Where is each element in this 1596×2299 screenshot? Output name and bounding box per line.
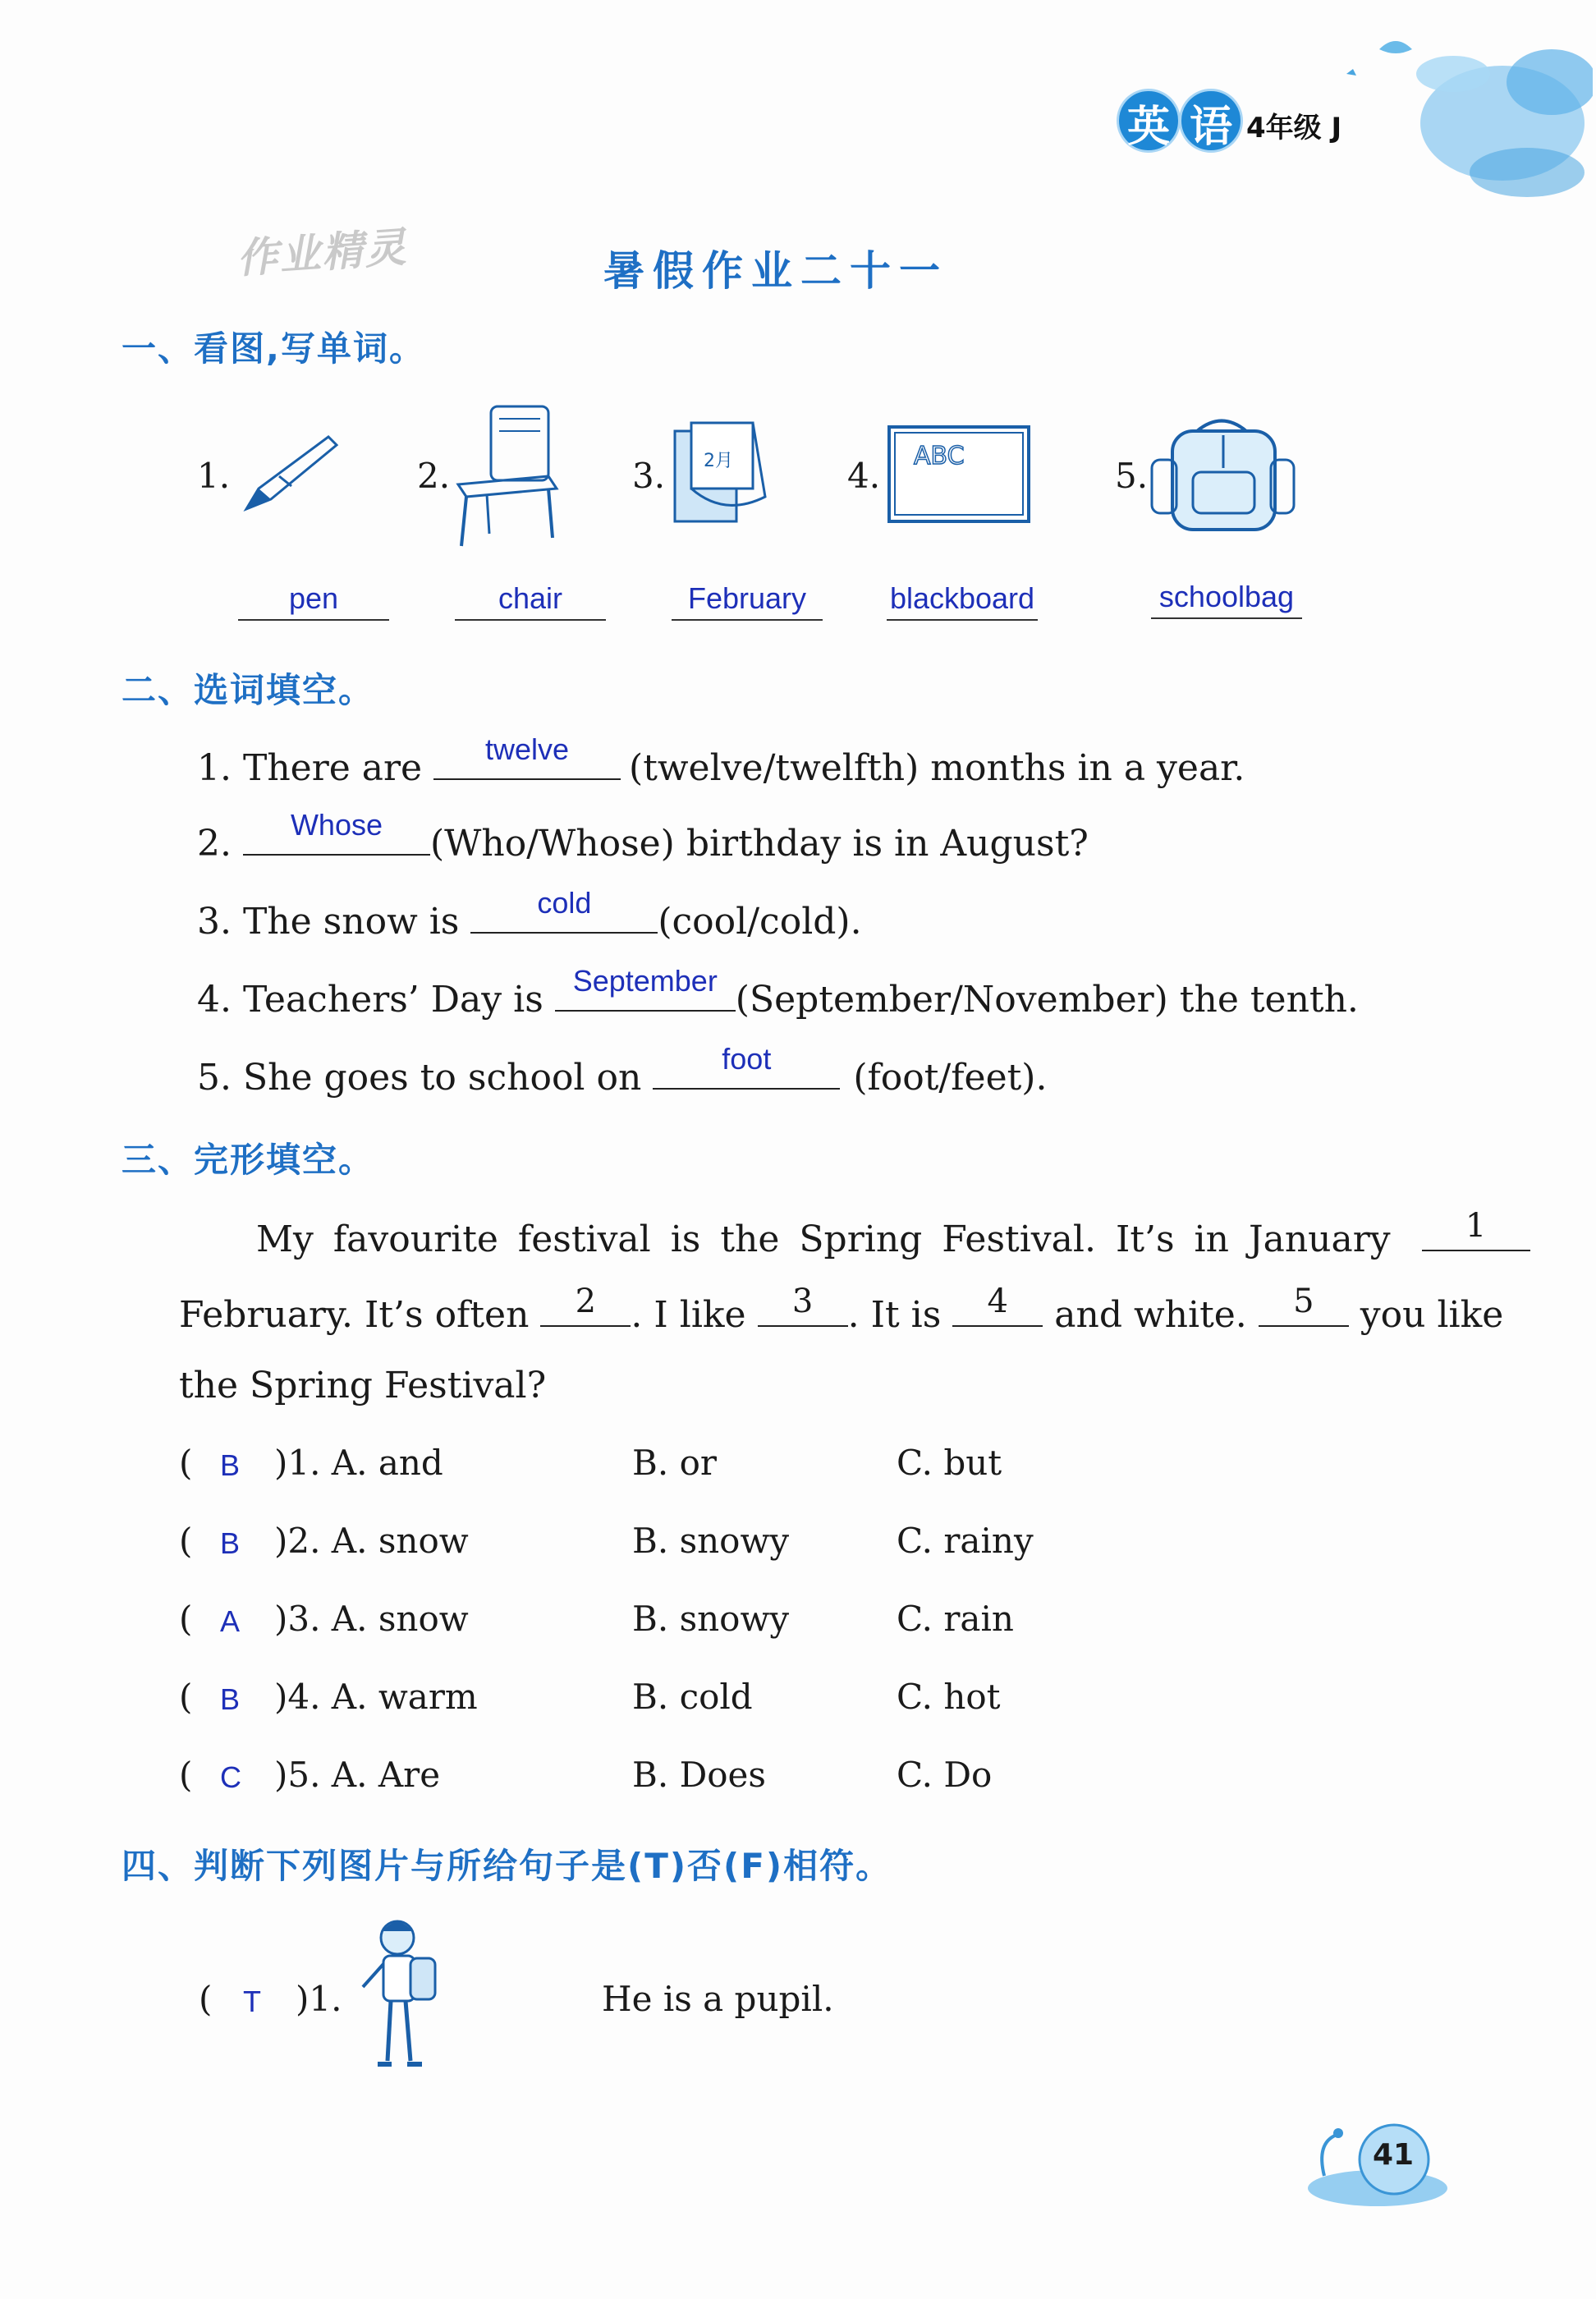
item5-number: 5.	[1115, 456, 1149, 496]
q5-answer: foot	[722, 1042, 772, 1076]
section4-heading: 四、判断下列图片与所给句子是(T)否(F)相符。	[122, 1846, 892, 1886]
cloze-blank-2	[540, 1283, 631, 1327]
cloze-answer-4: B	[220, 1682, 241, 1716]
cloze-option-c-4: C. hot	[897, 1677, 1001, 1717]
q2-text-post: (Who/Whose) birthday is in August?	[429, 823, 1089, 865]
judge-number-1: )1.	[296, 1979, 342, 2019]
cloze-blank-label-5: 5	[1293, 1283, 1314, 1320]
q4-blank	[555, 964, 736, 1012]
watermark: 作业精灵	[235, 223, 410, 283]
page-title: 暑假作业二十一	[603, 247, 948, 295]
fill-line-4	[197, 964, 1359, 1021]
subject-char-2: 语	[1189, 103, 1232, 152]
cloze-option-a-4: )4. A. warm	[274, 1677, 478, 1717]
cloze-text-2b: . I like	[631, 1294, 746, 1336]
paren-open: (	[179, 1443, 193, 1483]
q3-blank	[470, 886, 658, 934]
flower-decoration-icon	[1330, 16, 1593, 205]
q2-text-pre: 2.	[197, 823, 243, 865]
cloze-option-c-3: C. rain	[897, 1599, 1014, 1639]
cloze-blank-5	[1259, 1283, 1349, 1327]
q2-blank	[243, 808, 430, 856]
judge-sentence-1: He is a pupil.	[602, 1979, 834, 2019]
q4-answer: September	[572, 964, 718, 998]
schoolbag-icon	[1148, 415, 1296, 538]
cloze-answer-2: B	[220, 1526, 241, 1560]
fill-line-2	[197, 808, 1089, 865]
q1-text-post: (twelve/twelfth) months in a year.	[629, 747, 1245, 789]
cloze-text-2d: and white.	[1054, 1294, 1247, 1336]
paren-open: (	[179, 1521, 193, 1561]
calendar-icon	[667, 419, 773, 534]
board-label: ABC	[914, 442, 965, 470]
fill-line-5	[197, 1042, 1048, 1099]
cloze-blank-label-4: 4	[987, 1283, 1008, 1320]
q1-blank	[433, 732, 621, 780]
subject-char-1: 英	[1126, 103, 1170, 152]
cloze-option-b-1: B. or	[632, 1443, 717, 1483]
cloze-answer-3: A	[220, 1604, 241, 1638]
cloze-line-1	[256, 1207, 1530, 1260]
cloze-text-2a: February. It’s often	[179, 1294, 530, 1336]
answer-schoolbag: schoolbag	[1151, 580, 1302, 619]
item2-number: 2.	[417, 456, 451, 496]
cloze-line-2	[179, 1283, 1504, 1336]
blackboard-icon	[885, 423, 1041, 530]
section3-heading: 三、完形填空。	[122, 1140, 375, 1180]
item4-number: 4.	[847, 456, 881, 496]
q5-blank	[653, 1042, 840, 1090]
cloze-option-c-1: C. but	[897, 1443, 1002, 1483]
cloze-blank-4	[952, 1283, 1043, 1327]
judge-answer-1: T	[243, 1985, 261, 2018]
answer-pen: pen	[238, 581, 389, 621]
cloze-option-c-5: C. Do	[897, 1755, 993, 1795]
answer-february: February	[672, 581, 823, 621]
cloze-text-2e: you like	[1360, 1294, 1504, 1336]
chair-icon	[450, 402, 565, 550]
cloze-line-3: the Spring Festival?	[179, 1365, 547, 1406]
calendar-label: 2月	[704, 451, 733, 471]
pen-icon	[230, 427, 345, 517]
item3-number: 3.	[632, 456, 666, 496]
section1-heading: 一、看图,写单词。	[122, 328, 425, 369]
boy-with-backpack-icon	[355, 1913, 445, 2077]
cloze-option-b-2: B. snowy	[632, 1521, 790, 1561]
cloze-option-a-5: )5. A. Are	[274, 1755, 441, 1795]
cloze-option-b-4: B. cold	[632, 1677, 753, 1717]
answer-blackboard: blackboard	[887, 581, 1038, 621]
q3-answer: cold	[537, 886, 592, 920]
q4-text-post: (September/November) the tenth.	[735, 979, 1359, 1021]
grade-label: 4年级 J	[1246, 112, 1342, 145]
cloze-option-b-3: B. snowy	[632, 1599, 790, 1639]
fill-line-3	[197, 886, 862, 943]
cloze-answer-5: C	[220, 1760, 241, 1794]
q5-text-pre: 5. She goes to school on	[197, 1057, 654, 1099]
q1-answer: twelve	[485, 732, 570, 766]
cloze-text-2c: . It is	[847, 1294, 942, 1336]
cloze-option-a-2: )2. A. snow	[274, 1521, 469, 1561]
item1-number: 1.	[197, 456, 231, 496]
q1-text-pre: 1. There are	[197, 747, 434, 789]
page-number: 41	[1373, 2138, 1415, 2172]
paren-open: (	[179, 1677, 193, 1717]
cloze-blank-3	[758, 1283, 848, 1327]
cloze-blank-label-3: 3	[791, 1283, 814, 1320]
q3-text-pre: 3. The snow is	[197, 901, 471, 943]
q2-answer: Whose	[290, 808, 383, 842]
cloze-option-a-3: )3. A. snow	[274, 1599, 469, 1639]
fill-line-1	[197, 732, 1245, 789]
answer-chair: chair	[455, 581, 606, 621]
q3-text-post: (cool/cold).	[658, 901, 862, 943]
cloze-text-1: My favourite festival is the Spring Festival. It’s in January	[256, 1218, 1391, 1260]
cloze-option-b-5: B. Does	[632, 1755, 766, 1795]
paren-open: (	[179, 1755, 193, 1795]
cloze-blank-label-1: 1	[1465, 1207, 1487, 1245]
cloze-answer-1: B	[220, 1448, 241, 1482]
q4-text-pre: 4. Teachers’ Day is	[197, 979, 555, 1021]
q5-text-post: (foot/feet).	[853, 1057, 1048, 1099]
cloze-blank-1	[1422, 1207, 1530, 1251]
section2-heading: 二、选词填空。	[122, 670, 375, 710]
cloze-option-a-1: )1. A. and	[274, 1443, 443, 1483]
cloze-blank-label-2: 2	[575, 1283, 597, 1320]
cloze-option-c-2: C. rainy	[897, 1521, 1034, 1561]
paren-open: (	[199, 1979, 213, 2019]
paren-open: (	[179, 1599, 193, 1639]
